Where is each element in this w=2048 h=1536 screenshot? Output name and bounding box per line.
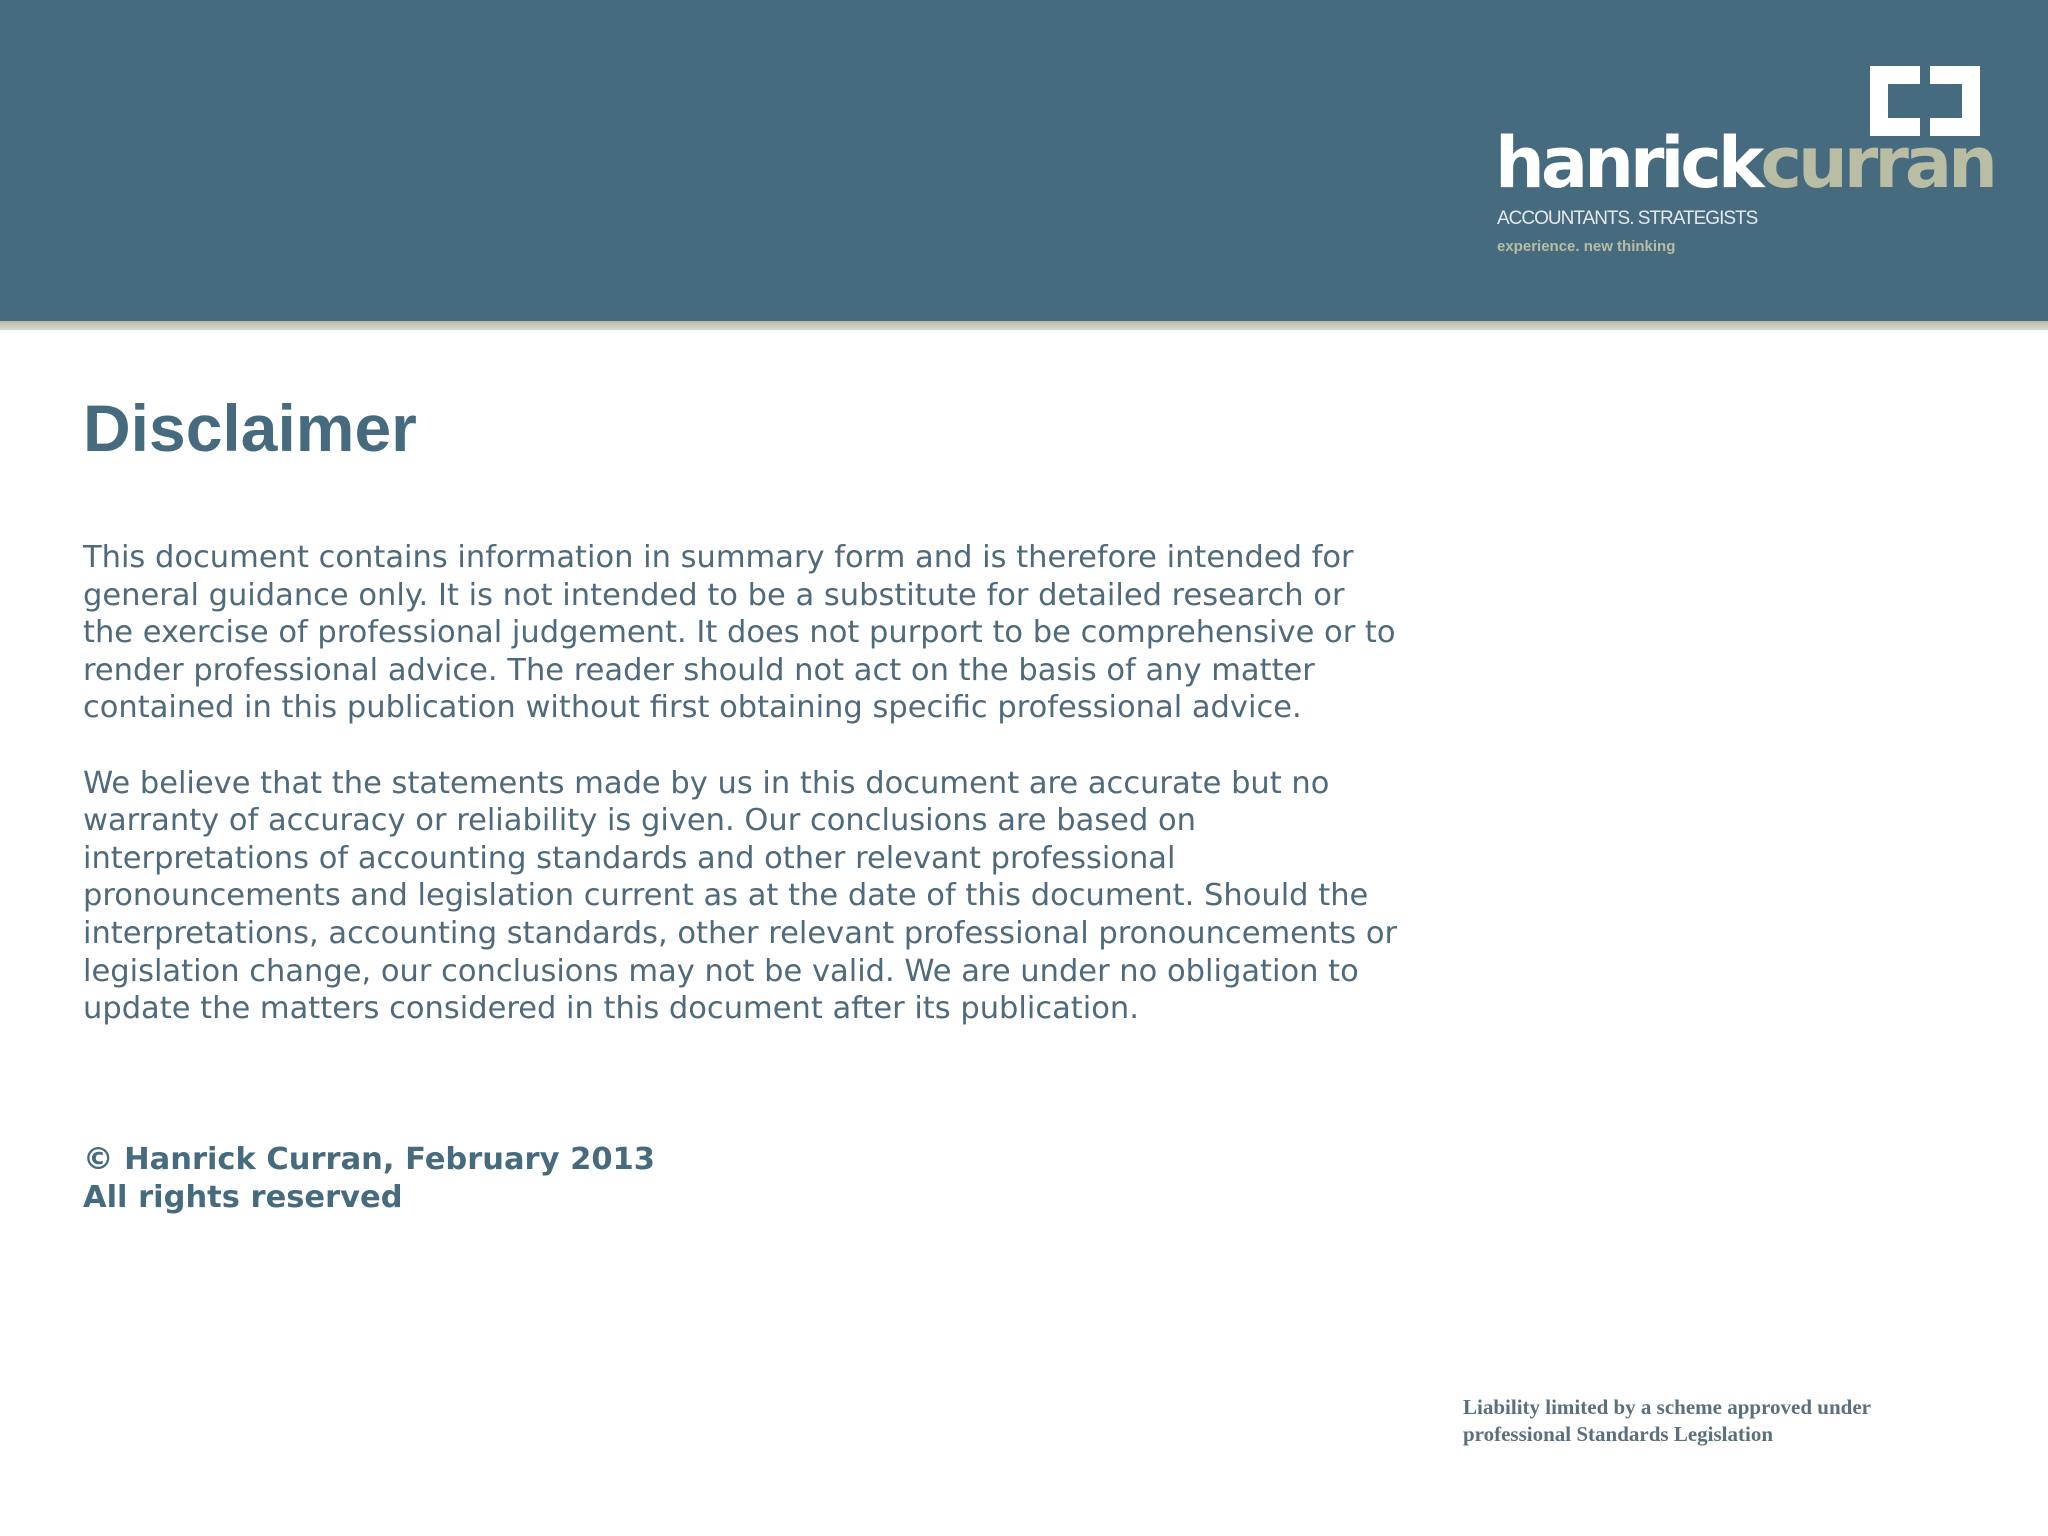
logo-tagline: ACCOUNTANTS. STRATEGISTS <box>1497 208 1758 229</box>
disclaimer-paragraph-2: We believe that the statements made by us in this document are accurate but no warranty of accuracy or reliability is given. Our conclusions are based on interpretations of accounting standards and other relevant professional pronouncements and legislation current as at the date of this document. Should the interpretations, accounting standards, other relevant professional pronouncements or legislation change, our conclusions may not be valid. We are under no obligation to update the matters considered in this document after its publication. <box>83 765 1398 1027</box>
rights-reserved-line: All rights reserved <box>83 1179 403 1215</box>
logo-wordmark-hanrick: hanrick <box>1495 122 1761 204</box>
disclaimer-body <box>83 539 1403 1065</box>
disclaimer-paragraph-1: This document contains information in summary form and is therefore intended for general guidance only. It is not intended to be a substitute for detailed research or the exercise of professional judgement. It does not purport to be comprehensive or to render professional advice. The reader should not act on the basis of any matter contained in this publication without first obtaining specific professional advice. <box>83 540 1396 726</box>
logo-wordmark <box>1495 122 1994 204</box>
copyright-block <box>83 1141 655 1216</box>
liability-notice <box>1463 1394 1871 1448</box>
page-title: Disclaimer <box>83 391 417 465</box>
hanrick-curran-logo <box>1495 66 2005 266</box>
liability-notice-line-2: professional Standards Legislation <box>1463 1422 1774 1446</box>
header-divider <box>0 321 2048 330</box>
logo-slogan: experience. new thinking <box>1497 238 1676 255</box>
liability-notice-line-1: Liability limited by a scheme approved under <box>1463 1395 1871 1419</box>
logo-wordmark-curran: curran <box>1760 122 1994 204</box>
copyright-line: © Hanrick Curran, February 2013 <box>83 1142 655 1177</box>
